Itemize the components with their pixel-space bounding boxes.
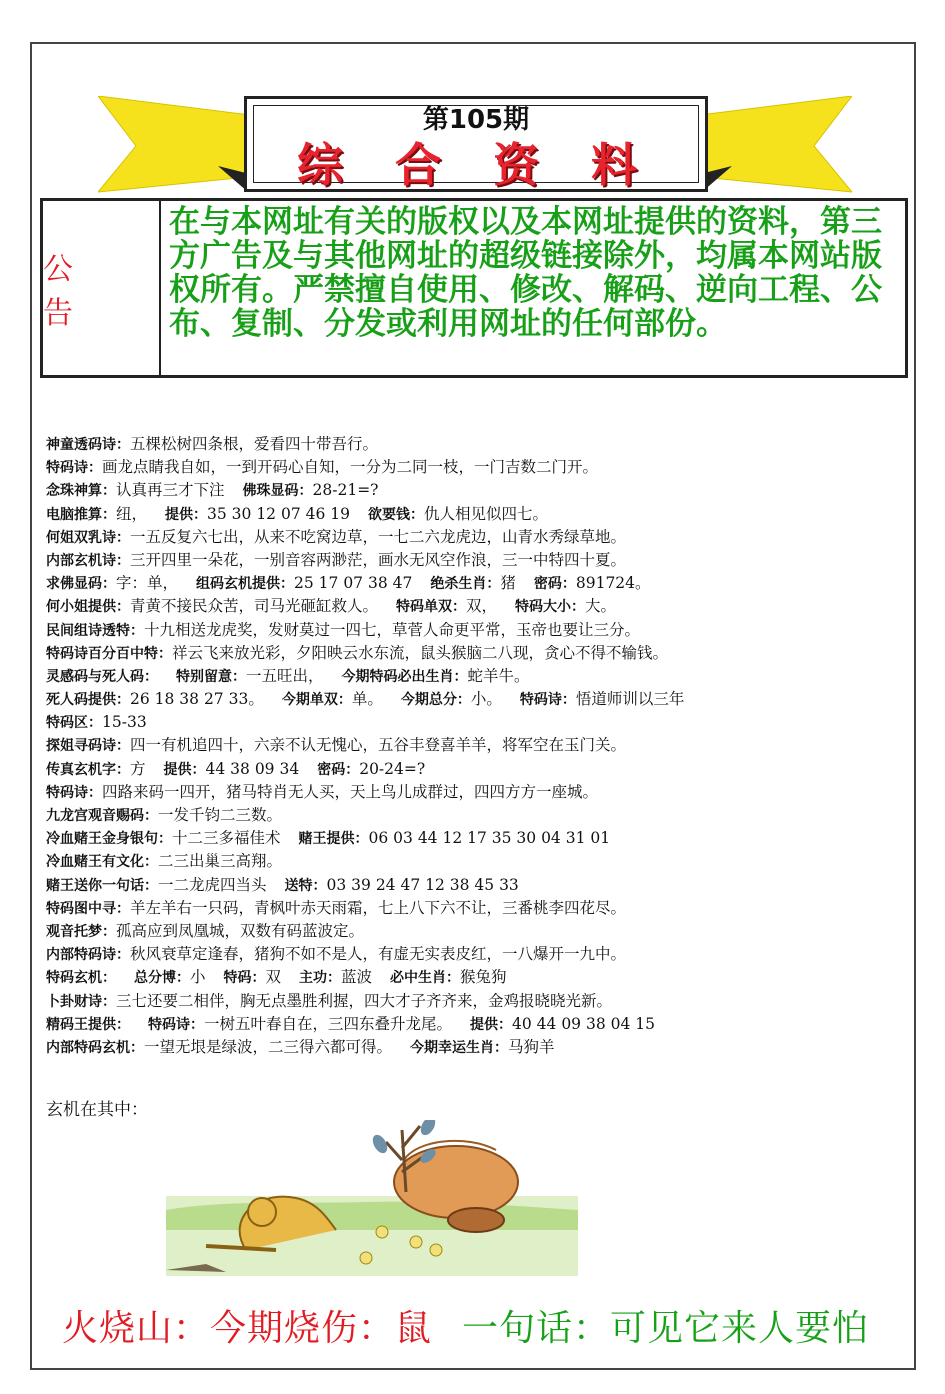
tip-row xyxy=(46,526,906,549)
tip-value: 一发千钧二三数。 xyxy=(158,806,283,824)
tip-key: 组码玄机提供： xyxy=(196,576,295,593)
tip-key: 内部特码玄机： xyxy=(46,1039,144,1056)
tip-value: 猴兔狗 xyxy=(460,968,507,987)
tip-key: 送特： xyxy=(284,877,327,894)
tip-row xyxy=(46,734,906,757)
basket xyxy=(448,1208,504,1232)
notice-box xyxy=(40,198,908,378)
tip-row xyxy=(46,665,906,688)
tip-value: 一五反复六七出，从来不吃窝边草，一七二六龙虎边，山青水秀绿草地。 xyxy=(130,527,627,546)
tip-key: 佛珠显码： xyxy=(242,483,313,500)
tip-value: 画龙点睛我自如，一到开码心自知，一分为二同一枝，一门吉数二门开。 xyxy=(102,458,599,477)
tip-row xyxy=(46,850,906,873)
tip-row xyxy=(46,1013,906,1036)
tip-key: 主功： xyxy=(299,970,342,987)
tip-row xyxy=(46,827,906,850)
tip-value: 认真再三才下注 xyxy=(116,481,225,500)
riddle-illustration xyxy=(166,1120,578,1276)
tip-row xyxy=(46,619,906,642)
tip-value: 蓝波 xyxy=(341,968,373,987)
tip-value: 蛇羊牛。 xyxy=(467,666,530,685)
tip-key: 何姐双乳诗： xyxy=(46,529,130,546)
tip-key: 传真玄机字： xyxy=(46,761,130,778)
tip-key: 密码： xyxy=(533,576,576,593)
tip-key: 卜卦财诗： xyxy=(46,993,116,1010)
banner-title: 综 合 资 料 xyxy=(296,138,656,192)
boulder xyxy=(394,1146,518,1218)
tip-value: 891724。 xyxy=(575,574,651,593)
tip-key: 特码诗： xyxy=(46,784,102,801)
tip-value: 一五旺出， xyxy=(246,666,324,685)
tip-value: 十九相送龙虎奖，发财莫过一四七，草菅人命更平常，玉帝也要让三分。 xyxy=(144,620,641,639)
tip-value: 悟道师训以三年 xyxy=(575,690,685,709)
tip-key: 特码： xyxy=(223,970,266,987)
chick xyxy=(360,1252,372,1264)
tip-value: 双 xyxy=(265,968,282,987)
tip-value: 猪 xyxy=(500,574,516,593)
tip-row xyxy=(46,943,906,966)
tip-value: 03 39 24 47 12 38 45 33 xyxy=(326,875,519,894)
tip-value: 纽， xyxy=(116,504,148,523)
tip-key: 特码单双： xyxy=(396,599,467,616)
tip-value: 孤高应到凤凰城，双数有码蓝波定。 xyxy=(116,921,365,940)
tip-key: 电脑推算： xyxy=(46,506,116,523)
tip-key: 九龙宫观音赐码： xyxy=(46,808,158,824)
tip-key: 特码区： xyxy=(46,715,102,732)
tip-key: 今期总分： xyxy=(400,692,471,709)
tip-key: 观音托梦： xyxy=(46,923,116,940)
tip-value: 双， xyxy=(466,597,498,616)
tip-key: 密码： xyxy=(317,761,360,778)
tip-key: 欲要钱： xyxy=(368,506,424,523)
tip-key: 探姐寻码诗： xyxy=(46,738,130,755)
tip-row xyxy=(46,595,906,618)
tip-value: 字：单， xyxy=(116,574,179,593)
tip-value: 十二三多福佳术 xyxy=(172,829,281,848)
tip-key: 提供： xyxy=(163,761,206,778)
tip-key: 特码诗百分百中特： xyxy=(46,645,172,662)
notice-text: 在与本网址有关的版权以及本网址提供的资料，第三方广告及与其他网址的超级链接除外，均属本网站版权所有。严禁擅自使用、修改、解码、逆向工程、公布、复制、分发或利用网址的任何部份。 xyxy=(169,204,882,342)
tip-row xyxy=(46,549,906,572)
tip-value: 26 18 38 27 33。 xyxy=(130,690,264,709)
tip-row xyxy=(46,897,906,920)
tip-key: 特别留意： xyxy=(176,668,246,685)
tip-key: 绝杀生肖： xyxy=(430,576,501,593)
tip-value: 三开四里一朵花，一别音容两渺茫，画水无风空作浪，三一中特四十夏。 xyxy=(130,550,627,569)
tip-key: 提供： xyxy=(165,506,208,523)
tip-row xyxy=(46,688,906,711)
tip-key: 提供： xyxy=(470,1016,513,1033)
notice-label: 公 告 xyxy=(43,201,161,375)
tip-key: 今期幸运生肖： xyxy=(410,1039,509,1056)
tip-row xyxy=(46,781,906,804)
tip-key: 灵感码与死人码： xyxy=(46,668,158,685)
tip-row xyxy=(46,1036,906,1059)
left-ribbon-decoration xyxy=(98,96,258,196)
tip-row xyxy=(46,990,906,1013)
tip-key: 特码图中寻： xyxy=(46,900,130,917)
title-box xyxy=(244,96,708,192)
tip-value: 大。 xyxy=(585,597,617,616)
tip-key: 死人码提供： xyxy=(46,692,130,709)
tip-value: 一望无垠是绿波，二三得六都可得。 xyxy=(144,1037,393,1056)
tip-key: 何小姐提供： xyxy=(46,599,130,616)
tip-value: 单。 xyxy=(351,690,383,709)
issue-period: 第105期 xyxy=(422,105,530,135)
tip-key: 冷血赌王金身银句： xyxy=(46,831,172,848)
tip-value: 25 17 07 38 47 xyxy=(294,574,413,593)
tip-row xyxy=(46,966,906,989)
tip-row xyxy=(46,711,906,734)
tip-value: 二三出巢三高翔。 xyxy=(158,852,283,871)
tip-key: 精码王提供： xyxy=(46,1016,130,1033)
tip-row xyxy=(46,642,906,665)
tip-row xyxy=(46,920,906,943)
tip-value: 四路来码一四开，猪马特肖无人买，天上鸟儿成群过，四四方方一座城。 xyxy=(102,782,599,801)
tip-value: 35 30 12 07 46 19 xyxy=(207,504,350,523)
tip-value: 五棵松树四条根，爱看四十带吾行。 xyxy=(130,435,379,453)
tip-value: 三七还要二相伴，胸无点墨胜利握，四大才子齐齐来，金鸡报晓晓光新。 xyxy=(116,991,613,1010)
chick xyxy=(430,1244,442,1256)
tip-value: 一树五叶春自在，三四东叠升龙尾。 xyxy=(204,1014,453,1033)
tip-key: 今期单双： xyxy=(281,692,352,709)
tip-row xyxy=(46,804,906,827)
tip-key: 民间组诗透特： xyxy=(46,622,144,639)
tip-value: 青黄不接民众苦，司马光砸缸救人。 xyxy=(130,597,379,616)
tip-key: 特码玄机： xyxy=(46,970,116,987)
right-ribbon-decoration xyxy=(692,96,852,196)
tip-value: 方 xyxy=(130,759,146,778)
chick xyxy=(376,1226,388,1238)
riddle-label: 玄机在其中： xyxy=(46,1100,148,1120)
tip-key: 内部特码诗： xyxy=(46,947,130,964)
tip-value: 马狗羊 xyxy=(508,1037,555,1056)
tips-list xyxy=(46,433,906,1059)
tip-value: 44 38 09 34 xyxy=(205,759,300,778)
tip-key: 求佛显码： xyxy=(46,576,116,593)
tip-key: 特码大小： xyxy=(515,599,586,616)
tip-key: 今期特码必出生肖： xyxy=(341,668,468,685)
tip-key: 冷血赌王有文化： xyxy=(46,854,158,871)
tip-key: 神童透码诗： xyxy=(46,437,130,453)
tip-row xyxy=(46,479,906,502)
tip-value: 仇人相见似四七。 xyxy=(424,504,549,523)
tip-key: 内部玄机诗： xyxy=(46,552,130,569)
tip-key: 特码诗： xyxy=(519,692,576,709)
tip-row xyxy=(46,572,906,595)
tip-value: 28-21=? xyxy=(312,481,379,500)
footer-line xyxy=(62,1300,869,1351)
tip-row xyxy=(46,758,906,781)
tip-row xyxy=(46,874,906,897)
footer-one-sentence: 一句话：可见它来人要怕 xyxy=(462,1308,870,1349)
tip-value: 40 44 09 38 04 15 xyxy=(512,1014,655,1033)
tip-key: 必中生肖： xyxy=(390,970,461,987)
tip-value: 06 03 44 12 17 35 30 04 31 01 xyxy=(368,829,611,848)
tip-value: 四一有机追四十，六亲不认无愧心，五谷丰登喜羊羊，将军空在玉门关。 xyxy=(130,736,627,755)
tip-value: 羊左羊右一只码，青枫叶赤天雨霜，七上八下六不让，三番桃李四花尽。 xyxy=(130,898,627,917)
tip-value: 祥云飞来放光彩，夕阳映云水东流，鼠头猴脑二八现，贪心不得不输钱。 xyxy=(172,643,669,662)
tip-row xyxy=(46,503,906,526)
tip-value: 一二龙虎四当头 xyxy=(158,875,267,894)
footer-fire-mountain: 火烧山：今期烧伤：鼠 xyxy=(62,1308,433,1349)
tip-key: 特码诗： xyxy=(46,460,102,477)
tip-key: 赌王送你一句话： xyxy=(46,877,158,894)
tip-value: 20-24=? xyxy=(359,759,426,778)
tip-row xyxy=(46,433,906,456)
tip-key: 赌王提供： xyxy=(298,831,369,848)
tip-key: 念珠神算： xyxy=(46,483,116,500)
tip-value: 小 xyxy=(190,968,206,987)
tip-value: 15-33 xyxy=(102,713,147,732)
tip-row xyxy=(46,456,906,479)
tip-value: 秋风衰草定逢春，猪狗不如不是人，有虚无实表皮红，一八爆开一九中。 xyxy=(130,945,627,964)
chick xyxy=(410,1236,422,1248)
tip-value: 小。 xyxy=(470,690,502,709)
tip-key: 特码诗： xyxy=(148,1016,204,1033)
tip-key: 总分博： xyxy=(134,970,190,987)
